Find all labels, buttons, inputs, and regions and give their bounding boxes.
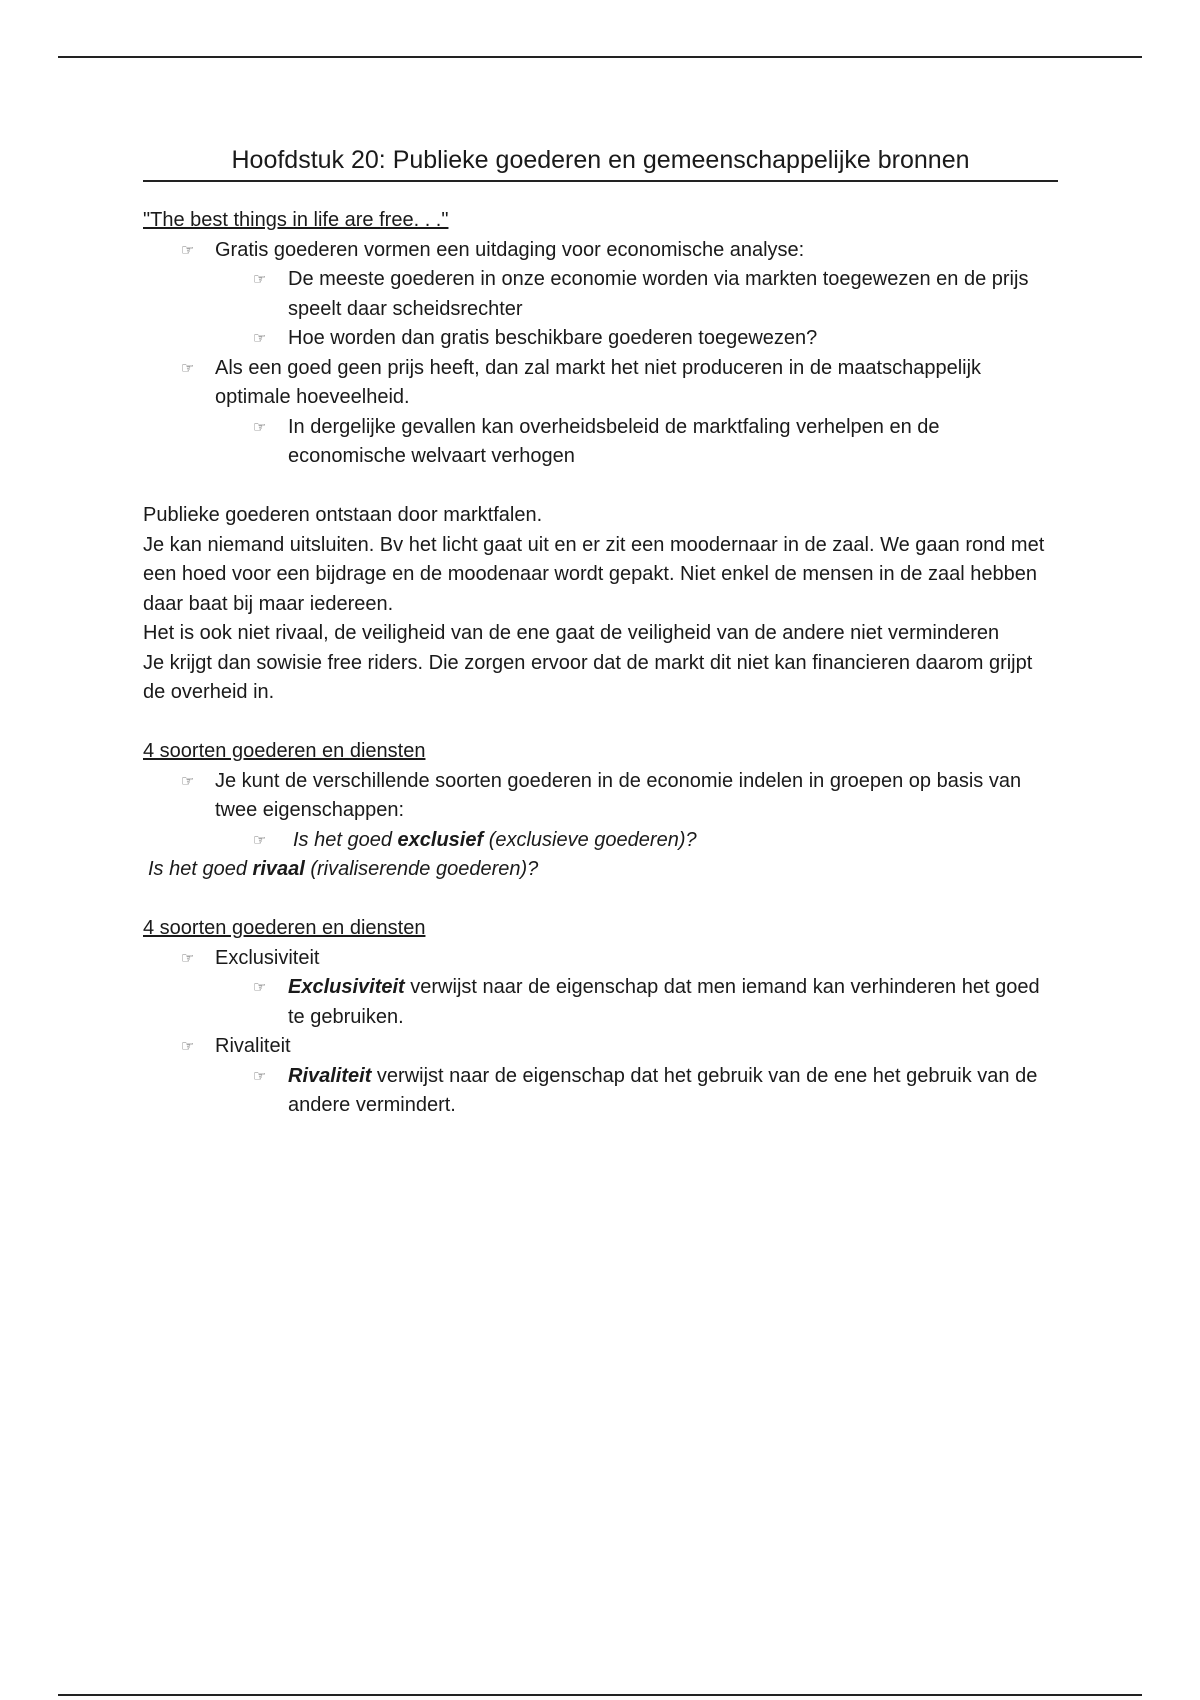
hand-pointer-icon: ☞: [253, 330, 267, 347]
list-item: ☞ Hoe worden dan gratis beschikbare goederen toegewezen?: [143, 324, 1058, 354]
hand-pointer-icon: ☞: [181, 772, 195, 790]
hand-pointer-icon: ☞: [253, 979, 267, 996]
hand-pointer-icon: ☞: [181, 241, 195, 259]
list-item: ☞ Rivaliteit: [143, 1032, 1058, 1062]
list-item: [143, 826, 1058, 856]
paragraph: Je kan niemand uitsluiten. Bv het licht gaat uit en er zit een moodernaar in de zaal. We gaan rond met een hoed voor een bijdrage en de moodenaar wordt gepakt. Niet enkel de mensen in de zaal hebben daar baat bij maar iedereen.: [143, 533, 1045, 615]
hand-pointer-icon: ☞: [181, 359, 195, 377]
list-item: ☞ Gratis goederen vormen een uitdaging voor economische analyse:: [143, 236, 1058, 266]
hand-pointer-icon: ☞: [181, 949, 195, 967]
paragraph: Het is ook niet rivaal, de veiligheid van de ene gaat de veiligheid van de andere niet verminderen: [143, 622, 1000, 644]
list-item: ☞ Je kunt de verschillende soorten goederen in de economie indelen in groepen op basis van twee eigenschappen:: [143, 767, 1058, 826]
footer-rule: [58, 1694, 1142, 1696]
document-body: [143, 143, 1058, 1121]
list-item: ☞ Exclusiviteit: [143, 944, 1058, 974]
hand-pointer-icon: ☞: [253, 831, 267, 849]
header-rule: [58, 56, 1142, 58]
section-heading-soorten: 4 soorten goederen en diensten: [143, 740, 426, 762]
hand-pointer-icon: ☞: [253, 271, 267, 288]
paragraph: Publieke goederen ontstaan door marktfalen.: [143, 504, 543, 526]
hand-pointer-icon: ☞: [253, 1067, 267, 1085]
list-item: ☞ Als een goed geen prijs heeft, dan zal markt het niet produceren in de maatschappelijk optimale hoeveelheid.: [143, 354, 1058, 413]
list-item: ☞ Rivaliteit verwijst naar de eigenschap dat het gebruik van de ene het gebruik van de andere vermindert.: [143, 1062, 1058, 1121]
page-title: Hoofdstuk 20: Publieke goederen en gemeenschappelijke bronnen: [143, 143, 1058, 182]
list-item: ☞ Exclusiviteit verwijst naar de eigenschap dat men iemand kan verhinderen het goed te gebruiken.: [143, 973, 1058, 1032]
hand-pointer-icon: ☞: [181, 1038, 195, 1055]
question-rivaal: Is het goed rivaal (rivaliserende goederen)?: [148, 858, 539, 880]
section-heading-soorten-2: 4 soorten goederen en diensten: [143, 917, 426, 939]
list-item: ☞ In dergelijke gevallen kan overheidsbeleid de marktfaling verhelpen en de economische welvaart verhogen: [143, 413, 1058, 472]
question-exclusief: Is het goed exclusief (exclusieve goederen)?: [293, 828, 697, 851]
section-heading-free: "The best things in life are free. . .": [143, 209, 449, 231]
list-item: ☞ De meeste goederen in onze economie worden via markten toegewezen en de prijs speelt daar scheidsrechter: [143, 265, 1058, 324]
hand-pointer-icon: ☞: [253, 418, 267, 436]
paragraph: Je krijgt dan sowisie free riders. Die zorgen ervoor dat de markt dit niet kan financieren daarom grijpt de overheid in.: [143, 651, 1033, 703]
